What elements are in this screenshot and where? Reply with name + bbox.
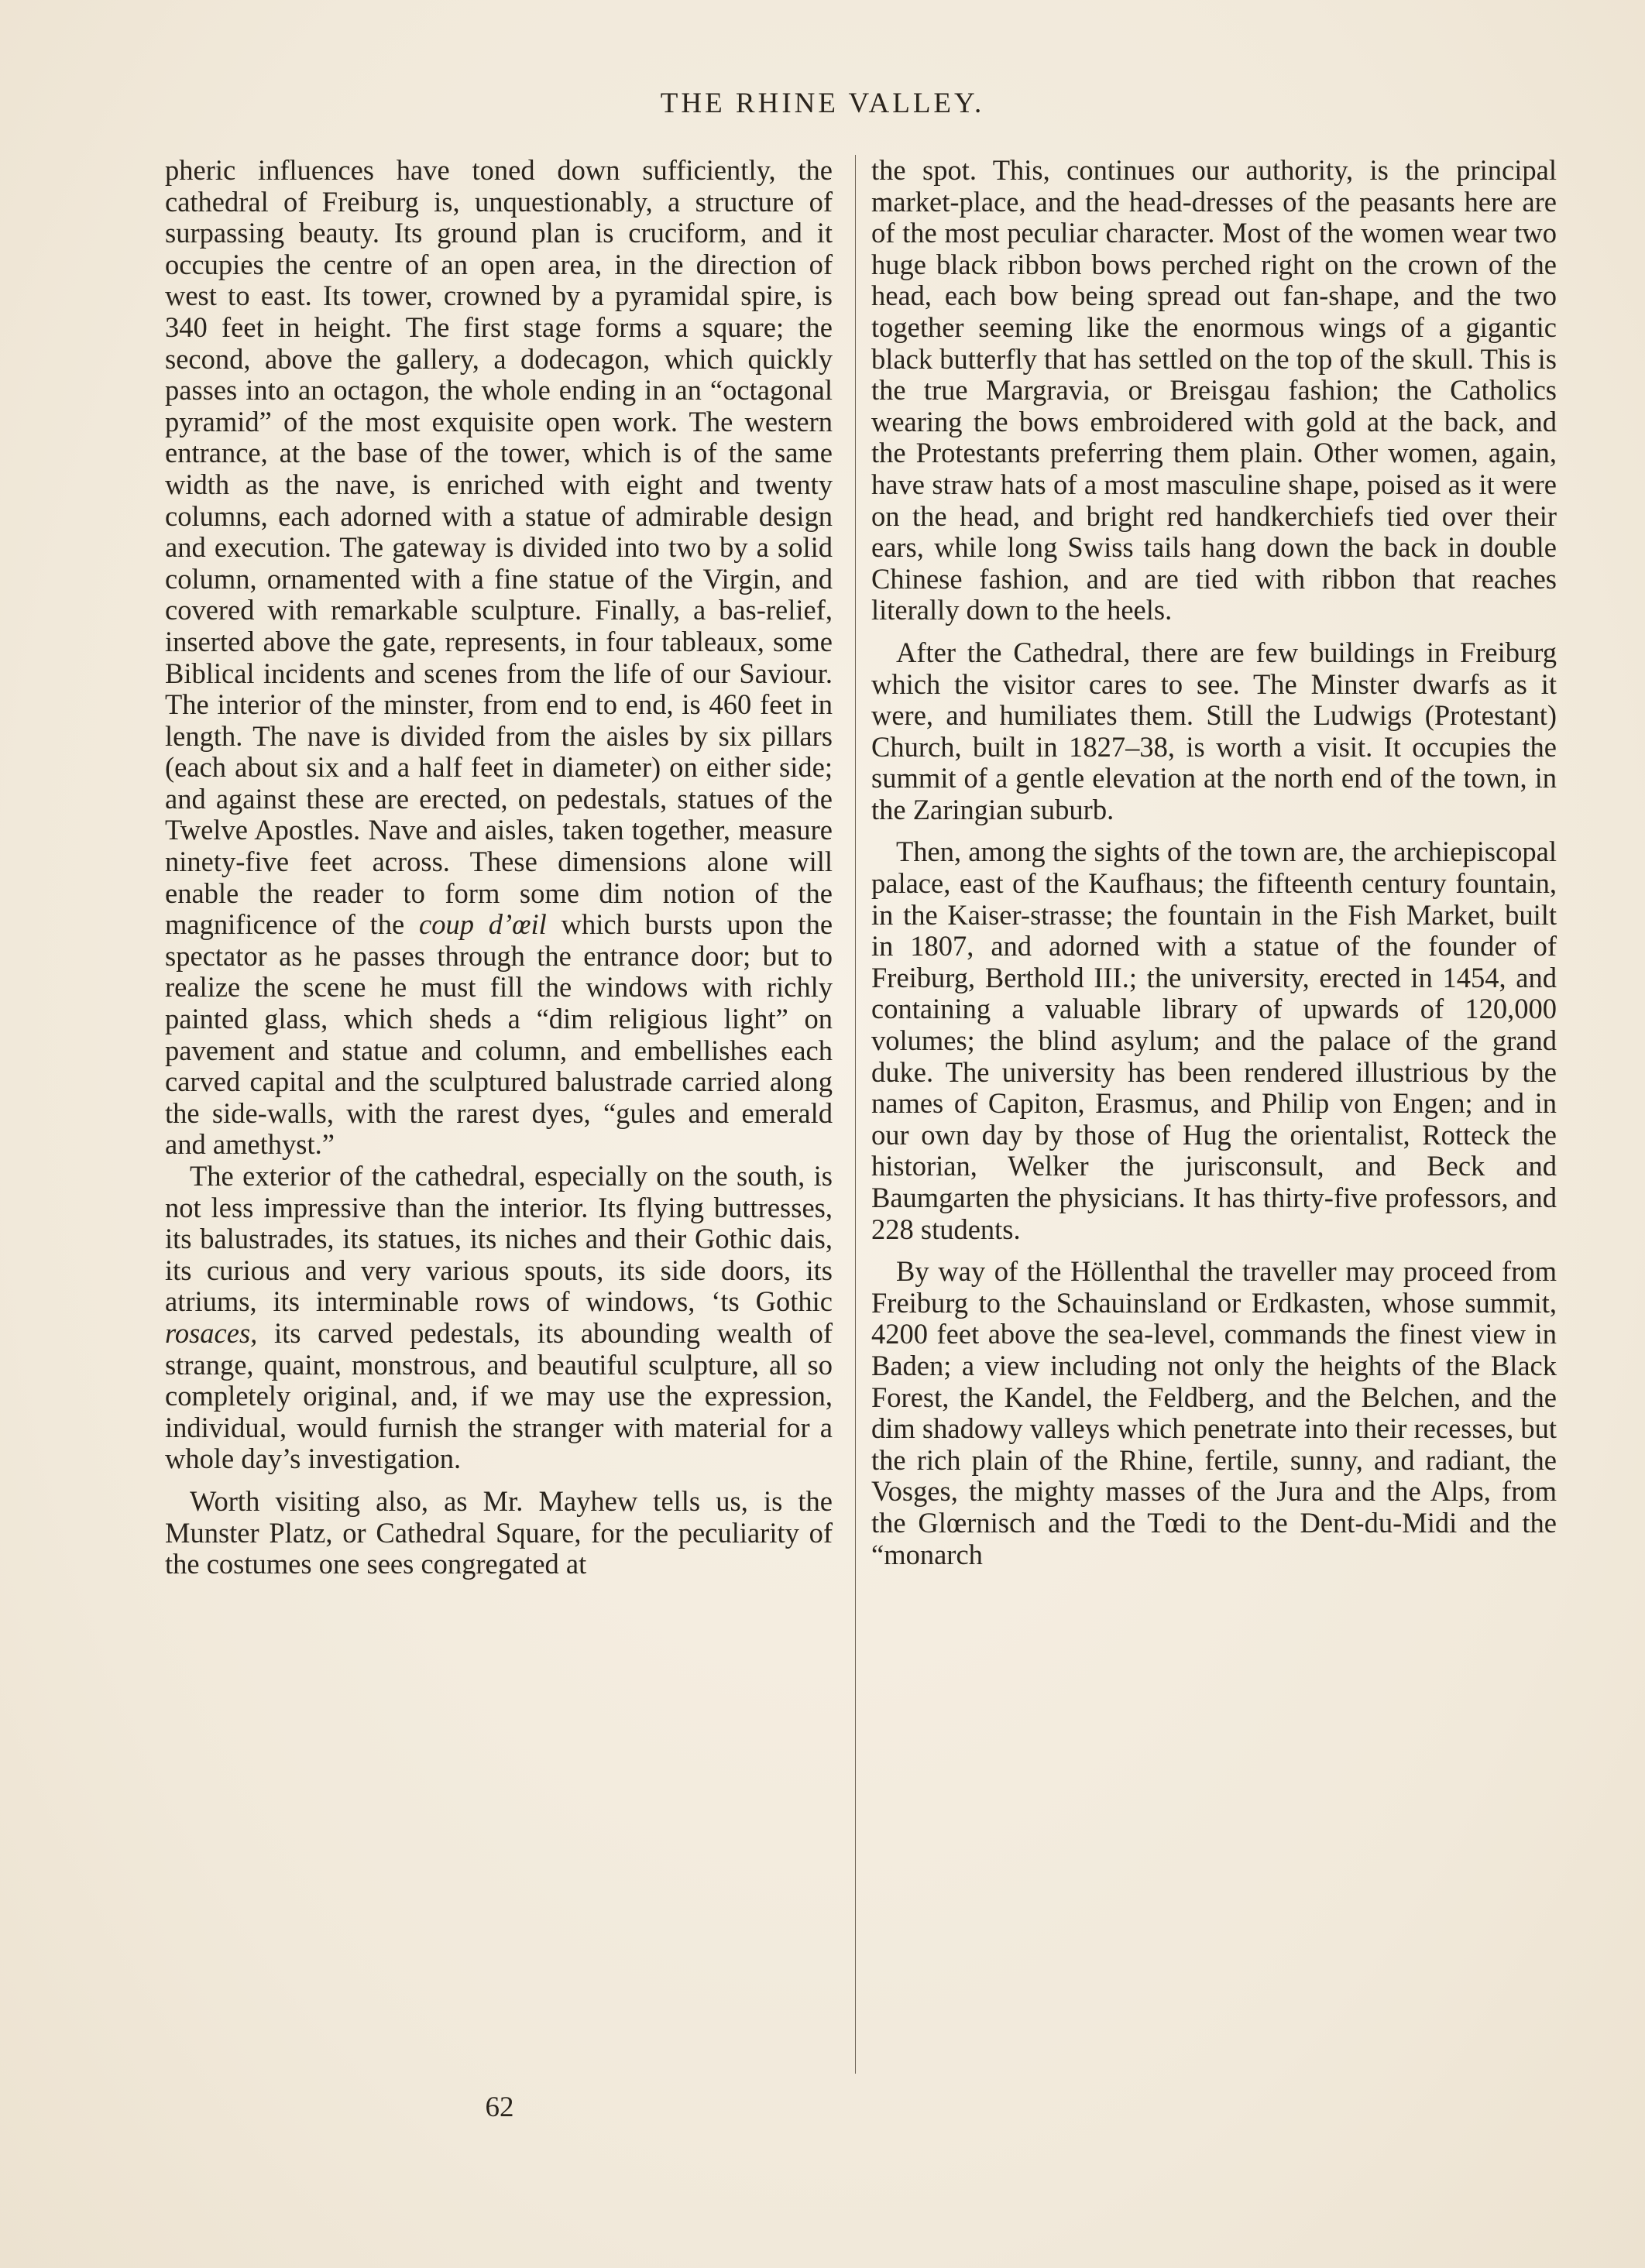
left-paragraph-1: pheric influences have toned down sufficiently, the cathedral of Freiburg is, unquestionably, a structure of surpassing beauty. Its ground plan is cruciform, and it occupies the centre of an open area, in the direction of west to east. Its tower, crowned by a pyramidal spire, is 340 feet in height. The first stage forms a square; the second, above the gallery, a dodecagon, which quickly passes into an octagon, the whole ending in an “octagonal pyramid” of the most exquisite open work. The western entrance, at the base of the tower, which is of the same width as the nave, is enriched with eight and twenty columns, each adorned with a statue of admirable design and execution. The gateway is divided into two by a solid column, ornamented with a fine statue of the Virgin, and covered with remarkable sculpture. Finally, a bas-relief, inserted above the gate, represents, in four tableaux, some Biblical incidents and scenes from the life of our Saviour. The interior of the minster, from end to end, is 460 feet in length. The nave is divided from the aisles by six pillars (each about six and a half feet in diameter) on either side; and against these are erected, on pedestals, statues of the Twelve Apostles. Nave and aisles, taken together, measure ninety-five feet across. These dimensions alone will enable the reader to form some dim notion of the magnificence of the coup d’œil which bursts upon the spectator as he passes through the entrance door; but to realize the scene he must fill the windows with richly painted glass, which sheds a “dim religious light” on pavement and statue and column, and embellishes each carved capital and the sculptured balustrade carried along the side-walls, with the rarest dyes, “gules and emerald and amethyst.” xyxy=(165,154,833,1161)
right-column xyxy=(871,155,1557,1570)
right-paragraph-3: Then, among the sights of the town are, the archiepiscopal palace, east of the Kaufhaus; the fifteenth century fountain, in the Kaiser-strasse; the fountain in the Fish Market, built in 1807, and adorned with a statue of the founder of Freiburg, Berthold III.; the university, erected in 1454, and containing a valuable library of upwards of 120,000 volumes; the blind asylum; and the palace of the grand duke. The university has been rendered illustrious by the names of Capiton, Erasmus, and Philip von Engen; and in our own day by those of Hug the orientalist, Rotteck the historian, Welker the jurisconsult, and Beck and Baumgarten the physicians. It has thirty-five professors, and 228 students. xyxy=(871,835,1557,1245)
left-column xyxy=(165,155,833,1580)
right-paragraph-4: By way of the Höllenthal the traveller may proceed from Freiburg to the Schauinsland or Erdkasten, whose summit, 4200 feet above the sea-level, commands the finest view in Baden; a view including not only the heights of the Black Forest, the Kandel, the Feldberg, and the Belchen, and the dim shadowy valleys which penetrate into their recesses, but the rich plain of the Rhine, fertile, sunny, and radiant, the Vosges, the mighty masses of the Jura and the Alps, from the Glœrnisch and the Tœdi to the Dent-du-Midi and the “monarch xyxy=(871,1255,1557,1570)
italic-phrase: coup d’œil xyxy=(419,908,547,941)
column-divider xyxy=(855,155,856,2074)
italic-word: rosaces, xyxy=(165,1316,258,1349)
left-paragraph-3: Worth visiting also, as Mr. Mayhew tells us, is the Munster Platz, or Cathedral Square, for the peculiarity of the costumes one sees congregated at xyxy=(165,1484,833,1580)
page-number: 62 xyxy=(485,2091,514,2123)
left-paragraph-2: The exterior of the cathedral, especially on the south, is not less impressive than the interior. Its flying buttresses, its balustrades, its statues, its niches and their Gothic dais, its curious and very various spouts, its side doors, its atriums, its interminable rows of windows, ‘ts Gothic rosaces, its carved pedestals, its abounding wealth of strange, quaint, monstrous, and beautiful sculpture, all so completely original, and, if we may use the expression, individual, would furnish the stranger with material for a whole day’s investigation. xyxy=(165,1160,833,1475)
right-paragraph-1: the spot. This, continues our authority, is the principal market-place, and the head-dresses of the peasants here are of the most peculiar character. Most of the women wear two huge black ribbon bows perched right on the crown of the head, each bow being spread out fan-shape, and the two together seeming like the enormous wings of a gigantic black butterfly that has settled on the top of the skull. This is the true Margravia, or Breisgau fashion; the Catholics wearing the bows embroidered with gold at the back, and the Protestants preferring them plain. Other women, again, have straw hats of a most masculine shape, poised as it were on the head, and bright red handkerchiefs tied over their ears, while long Swiss tails hang down the back in double Chinese fashion, and are tied with ribbon that reaches literally down to the heels. xyxy=(871,154,1557,626)
running-head: THE RHINE VALLEY. xyxy=(660,87,985,119)
right-paragraph-2: After the Cathedral, there are few buildings in Freiburg which the visitor cares to see. The Minster dwarfs as it were, and humiliates them. Still the Ludwigs (Protestant) Church, built in 1827–38, is worth a visit. It occupies the summit of a gentle elevation at the north end of the town, in the Zaringian suburb. xyxy=(871,636,1557,825)
